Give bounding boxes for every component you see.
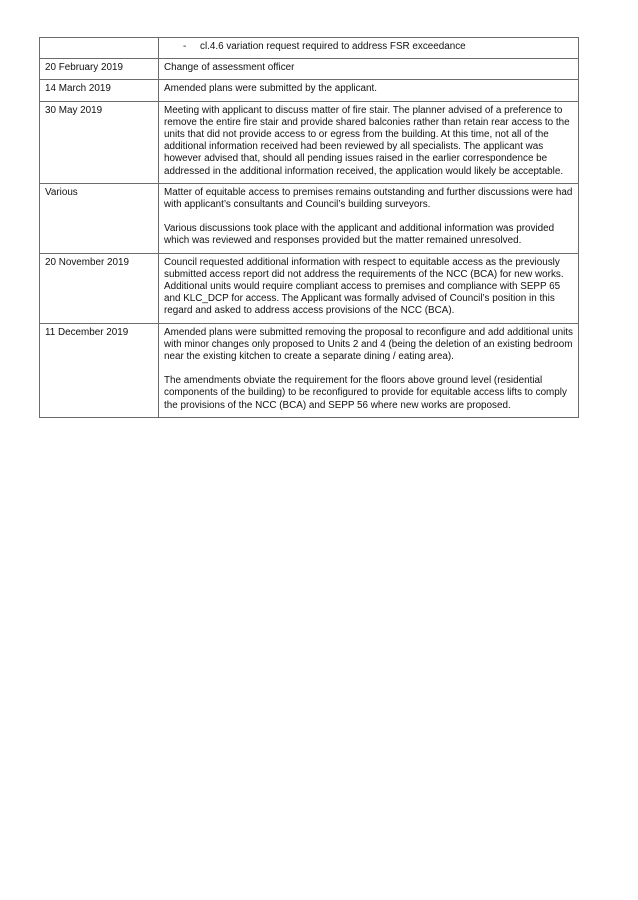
event-cell [159,183,579,253]
event-paragraph: The amendments obviate the requirement for the floors above ground level (residential components of the building) to be reconfigured to provide for equitable access lifts to comply the provisions of the NCC (BCA) and SEPP 56 where new works are proposed. [164,375,567,411]
date-cell: 14 March 2019 [40,80,159,101]
date-cell: 20 November 2019 [40,253,159,323]
date-cell: 20 February 2019 [40,59,159,80]
date-cell: 11 December 2019 [40,323,159,417]
bullet-dash-icon: - [183,41,187,52]
bullet-text: cl.4.6 variation request required to address FSR exceedance [200,41,466,52]
date-cell: 30 May 2019 [40,101,159,183]
event-paragraph: Meeting with applicant to discuss matter of fire stair. The planner advised of a preference to remove the entire fire stair and provide shared balconies rather than retain rear access to the units that did not provide access to or egress from the building. At this time, not all of the additional information received had been reviewed by all specialists. The applicant was however advised that, should all pending issues raised in the earlier correspondence be addressed in the additional information received, the application would likely be acceptable. [164,104,570,177]
event-cell [159,323,579,417]
event-paragraph: Amended plans were submitted removing the proposal to reconfigure and add additional units with minor changes only proposed to Units 2 and 4 (being the deletion of an existing bedroom near the existing kitchen to create a separate dining / eating area). [164,326,573,363]
table-row [40,253,579,323]
assessment-history-table [39,37,579,418]
table-row [40,59,579,80]
event-paragraph: Council requested additional information with respect to equitable access as the previously submitted access report did not address the requirements of the NCC (BCA) for new works. Additional units would require compliant access to premises and compliance with SEPP 65 and KLC_DCP for access. The Applicant was formally advised of Council’s position in this regard and asked to address access provisions of the NCC (BCA). [164,256,564,317]
bullet-item [164,41,574,53]
event-paragraph: Amended plans were submitted by the applicant. [164,83,377,95]
event-cell [159,38,579,59]
table-row [40,183,579,253]
date-cell [40,38,159,59]
table-row [40,80,579,101]
date-cell: Various [40,183,159,253]
event-cell [159,59,579,80]
event-paragraph: Various discussions took place with the applicant and additional information was provided which was reviewed and responses provided but the matter remained unresolved. [164,223,555,247]
event-cell [159,80,579,101]
event-cell [159,101,579,183]
table-row [40,38,579,59]
table-row [40,323,579,417]
event-cell [159,253,579,323]
event-paragraph: Change of assessment officer [164,62,295,74]
event-paragraph: Matter of equitable access to premises remains outstanding and further discussions were had with applicant’s consultants and Council’s building surveyors. [164,186,573,211]
table-row [40,101,579,183]
